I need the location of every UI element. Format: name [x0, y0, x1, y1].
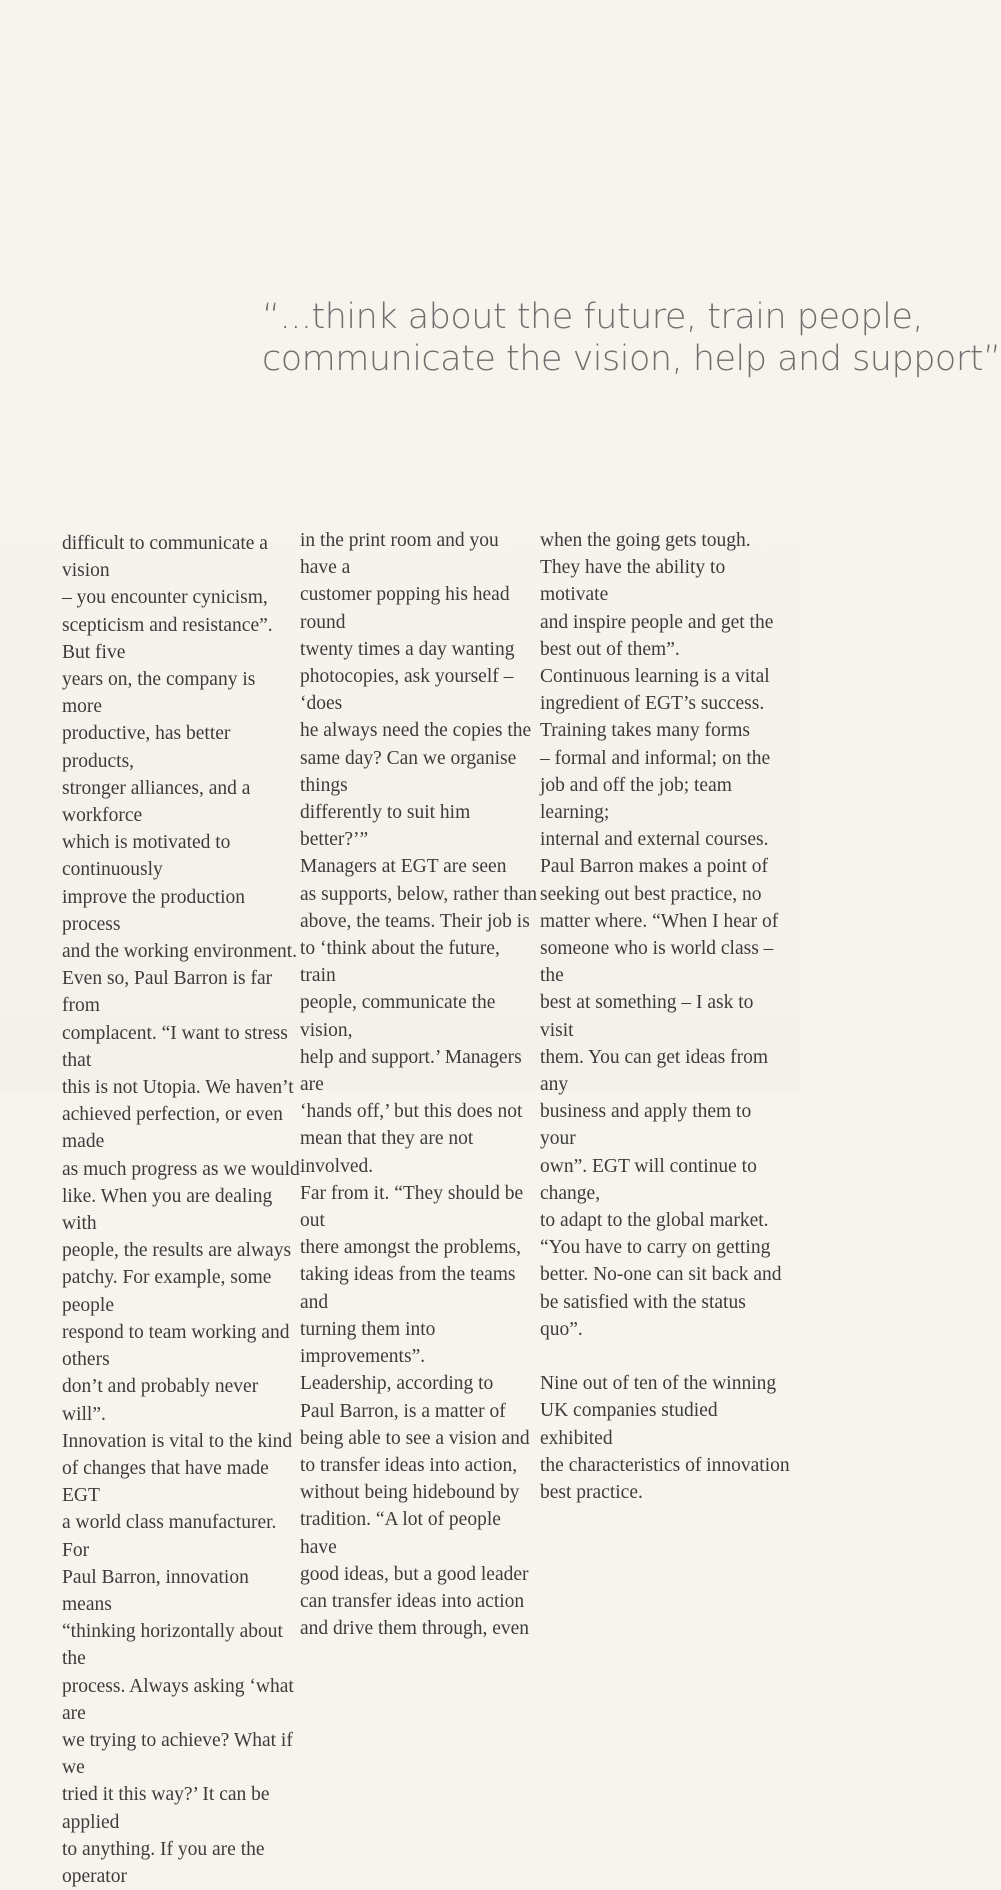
- column-2-paragraph-2: Managers at EGT are seen as supports, below, rather than above, the teams. Their job is to ‘think about the future, train people, communicate the vision, help and support.’ Managers are ‘hands off,’ but this does not mean that they are not involved. Far from it. “They should be out there amongst the problems, taking ideas from the teams and turning them into improvements”.: [300, 856, 538, 1368]
- column-2-paragraph-3: Leadership, according to Paul Barron, is a matter of being able to see a vision and to transfer ideas into action, without being hidebound by tradition. “A lot of people have good ideas, but a good leader can transfer ideas into action and drive them through, even: [300, 1373, 530, 1640]
- column-1-paragraph-2: Innovation is vital to the kind of changes that have made EGT a world class manufacturer. For Paul Barron, innovation means “thinking horizontally about the process. Always asking ‘what are we trying to achieve? What if we tried it this way?’ It can be applied to anything. If you are the operator: [62, 1430, 294, 1887]
- text-column-1: [62, 530, 300, 1890]
- column-3-paragraph-1: when the going gets tough. They have the ability to motivate and inspire people and get the best out of them”.: [540, 530, 774, 660]
- column-3-paragraph-2: Continuous learning is a vital ingredient of EGT’s success. Training takes many forms – formal and informal; on the job and off the job; team learning; internal and external courses. Paul Barron makes a point of seeking out best practice, no matter where. “When I hear of someone who is world class – the best at something – I ask to visit them. You can get ideas from any business and apply them to your own”. EGT will continue to change, to adapt to the global market. “You have to carry on getting better. No-one can sit back and be satisfied with the status quo”.: [540, 666, 782, 1340]
- column-3-paragraph-3: Nine out of ten of the winning UK companies studied exhibited the characteristics of innovation best practice.: [540, 1373, 790, 1503]
- column-1-paragraph-1: difficult to communicate a vision – you encounter cynicism, scepticism and resistance”. But five years on, the company is more productive, has better products, stronger alliances, and a workforce which is motivated to continuously improve the production process and the working environment. Even so, Paul Barron is far from complacent. “I want to stress that this is not Utopia. We haven’t achieved perfection, or even made as much progress as we would like. When you are dealing with people, the results are always patchy. For example, some people respond to team working and others don’t and probably never will”.: [62, 533, 300, 1425]
- column-2-paragraph-1: in the print room and you have a customer popping his head round twenty times a day wanting photocopies, ask yourself – ‘does he always need the copies the same day? Can we organise things differently to suit him better?’”: [300, 530, 532, 851]
- text-column-2: [300, 527, 538, 1642]
- pull-quote: [262, 296, 1001, 380]
- pull-quote-line-2: communicate the vision, help and support”: [262, 339, 1001, 379]
- pull-quote-line-1: “...think about the future, train people,: [262, 297, 924, 337]
- text-column-3: [540, 527, 790, 1506]
